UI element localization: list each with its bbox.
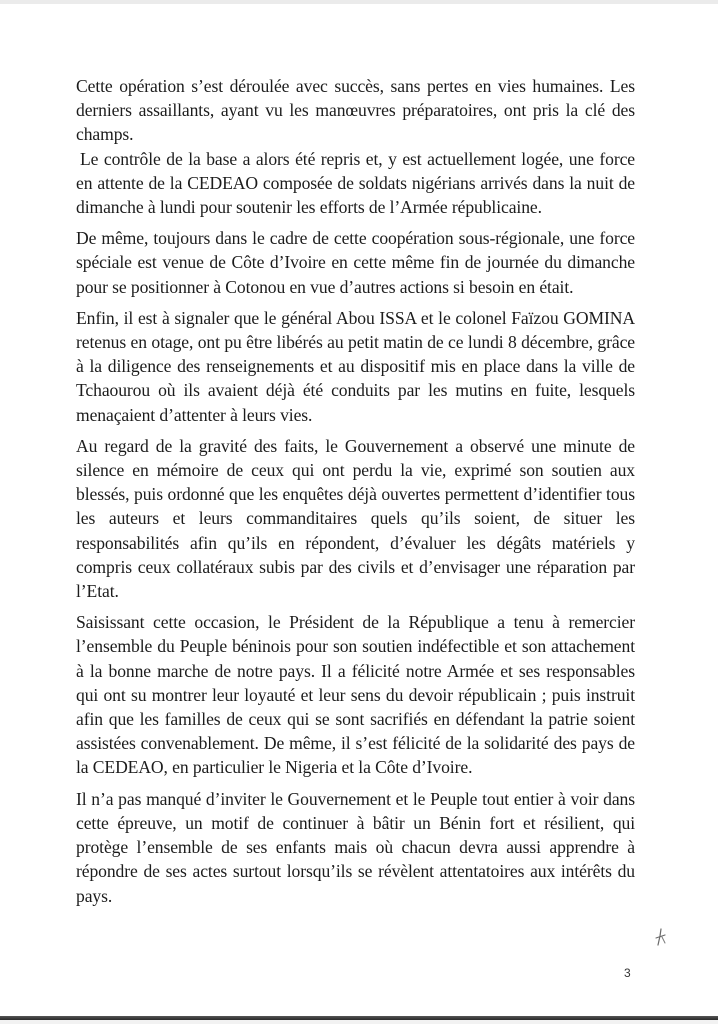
document-body xyxy=(76,74,635,915)
paragraph-special-force: De même, toujours dans le cadre de cette coopération sous-régionale, une force spéciale est venue de Côte d’Ivoire en cette même fin de journée du dimanche pour se positionner à Cotonou en vue d’autres actions si besoin en était. xyxy=(76,228,635,297)
page-bottom-margin xyxy=(0,1020,718,1024)
paragraph-call-to-resilience: Il n’a pas manqué d’inviter le Gouvernement et le Peuple tout entier à voir dans cette épreuve, un motif de continuer à bâtir un Bénin fort et résilient, qui protège l’ensemble de ses enfants mais où chacun devra aussi apprendre à répondre de ses actes surtout lorsqu’ils se révèlent attentatoires aux intérêts du pays. xyxy=(76,788,635,906)
paragraph-operation-success: Cette opération s’est déroulée avec succès, sans pertes en vies humaines. Les derniers assaillants, ayant vu les manœuvres préparatoires, ont pris la clé des champs. xyxy=(76,76,635,145)
initials-signature-icon xyxy=(653,928,669,948)
paragraph-base-control: Le contrôle de la base a alors été repris et, y est actuellement logée, une force en attente de la CEDEAO composée de soldats nigérians arrivés dans la nuit de dimanche à lundi pour soutenir les efforts de l’Armée républicaine. xyxy=(76,148,635,218)
paragraph-president-thanks: Saisissant cette occasion, le Président de la République a tenu à remercier l’ensemble du Peuple béninois pour son soutien indéfectible et son attachement à la bonne marche de notre pays. Il a félicité notre Armée et ses responsables qui ont su montrer leur loyauté et leur sens du devoir républicain ; puis instruit afin que les familles de ceux qui se sont sacrifiés en défendant la patrie soient assistées convenablement. De même, il s’est félicité de la solidarité des pays de la CEDEAO, en particulier le Nigeria et la Côte d’Ivoire. xyxy=(76,612,635,778)
paragraph-hostages-freed: Enfin, il est à signaler que le général Abou ISSA et le colonel Faïzou GOMINA retenus en otage, ont pu être libérés au petit matin de ce lundi 8 décembre, grâce à la diligence des renseignements et au dispositif mis en place dans la ville de Tchaourou où ils avaient déjà été conduits par les mutins en fuite, lesquels menaçaient d’attenter à leurs vies. xyxy=(76,307,635,425)
page-top-edge xyxy=(0,0,718,4)
page-number: 3 xyxy=(624,966,631,980)
paragraph-government-response: Au regard de la gravité des faits, le Gouvernement a observé une minute de silence en mémoire de ceux qui ont perdu la vie, exprimé son soutien aux blessés, puis ordonné que les enquêtes déjà ouvertes permettent d’identifier tous les auteurs et leurs commanditaires quels qu’ils soient, de situer les responsabilités afin qu’ils en répondent, d’évaluer les dégâts matériels y compris ceux collatéraux subis par des civils et d’envisager une réparation par l’Etat. xyxy=(76,435,635,602)
